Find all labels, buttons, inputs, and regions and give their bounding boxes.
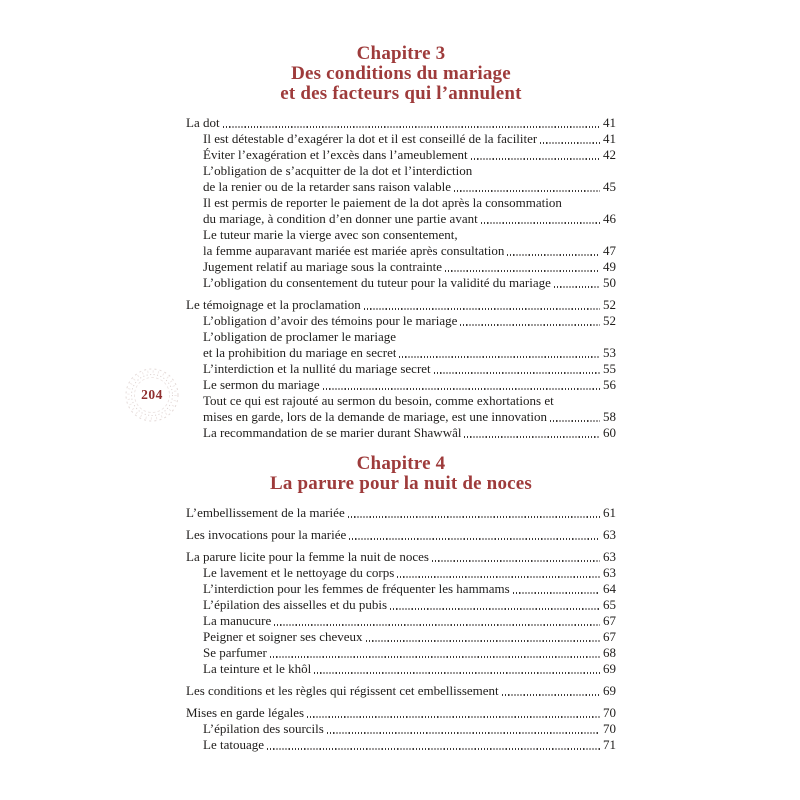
entry-page-number: 50 <box>603 275 616 290</box>
toc-entry <box>186 683 616 699</box>
dot-leader <box>460 324 600 325</box>
entry-page-number: 41 <box>603 131 616 146</box>
toc-entry-line <box>186 259 616 275</box>
toc-entry <box>186 629 616 645</box>
toc-entry-line <box>186 377 616 393</box>
dot-leader <box>270 656 600 657</box>
entry-page-number: 63 <box>603 549 616 564</box>
toc-entry <box>186 613 616 629</box>
entry-page-number: 69 <box>603 661 616 676</box>
toc-entry-line <box>186 721 616 737</box>
dot-leader <box>314 672 600 673</box>
entry-label: Le tatouage <box>203 737 264 752</box>
toc-entry <box>186 329 616 361</box>
toc-entry <box>186 581 616 597</box>
entry-label: de la renier ou de la retarder sans raison valable <box>203 179 451 194</box>
entry-page-number: 58 <box>603 409 616 424</box>
chapter-title <box>186 64 616 104</box>
entry-page-number: 45 <box>603 179 616 194</box>
toc-entry <box>186 597 616 613</box>
entry-label: Mises en garde légales <box>186 705 305 720</box>
toc-entry-line <box>186 425 616 441</box>
toc-entry-line <box>186 565 616 581</box>
entry-page-number: 55 <box>603 361 616 376</box>
entry-label: L’interdiction et la nullité du mariage secret <box>203 361 431 376</box>
toc-entry-line <box>186 361 616 377</box>
entry-label: La teinture et le khôl <box>203 661 312 676</box>
toc-entry-line <box>186 131 616 147</box>
entry-page-number: 70 <box>603 721 616 736</box>
toc-entry-line <box>186 195 616 211</box>
dot-leader <box>540 142 600 143</box>
entry-page-number: 63 <box>603 527 616 542</box>
toc-entry-line <box>186 329 616 345</box>
chapter-3-section <box>186 44 616 441</box>
toc-entry <box>186 737 616 753</box>
entry-label: L’obligation de s’acquitter de la dot et l’interdiction <box>203 163 473 178</box>
entry-label: L’interdiction pour les femmes de fréquenter les hammams <box>203 581 510 596</box>
entry-label: L’obligation du consentement du tuteur pour la validité du mariage <box>203 275 551 290</box>
entry-page-number: 70 <box>603 705 616 720</box>
dot-leader <box>223 126 600 127</box>
toc-entry-line <box>186 115 616 131</box>
dot-leader <box>550 420 600 421</box>
entry-label: Peigner et soigner ses cheveux <box>203 629 363 644</box>
toc-entry-line <box>186 645 616 661</box>
chapter-4-section <box>186 454 616 753</box>
entry-label: Les conditions et les règles qui régissent cet embellissement <box>186 683 499 698</box>
toc-entry-line <box>186 227 616 243</box>
toc-entry-line <box>186 597 616 613</box>
entry-page-number: 69 <box>603 683 616 698</box>
entry-label: La manucure <box>203 613 272 628</box>
toc-entry-line <box>186 313 616 329</box>
entry-label: L’embellissement de la mariée <box>186 505 345 520</box>
toc-entry <box>186 313 616 329</box>
dot-leader <box>390 608 600 609</box>
chapter-heading <box>186 454 616 494</box>
dot-leader <box>554 286 600 287</box>
entry-page-number: 60 <box>603 425 616 440</box>
entry-label: La dot <box>186 115 220 130</box>
toc-entry-line <box>186 661 616 677</box>
toc-entry <box>186 721 616 737</box>
toc-entry <box>186 705 616 721</box>
entry-label: Les invocations pour la mariée <box>186 527 347 542</box>
entry-label: Le témoignage et la proclamation <box>186 297 361 312</box>
entry-page-number: 67 <box>603 629 616 644</box>
toc-entry-line <box>186 409 616 425</box>
entry-page-number: 52 <box>603 313 616 328</box>
entry-label: mises en garde, lors de la demande de mariage, est une innovation <box>203 409 548 424</box>
toc-entry <box>186 195 616 227</box>
toc-entry-line <box>186 179 616 195</box>
dot-leader <box>397 576 600 577</box>
chapter-title <box>186 474 616 494</box>
entry-label: Jugement relatif au mariage sous la contrainte <box>203 259 442 274</box>
toc-entry-line <box>186 505 616 521</box>
table-of-contents <box>186 44 616 753</box>
toc-entry-line <box>186 737 616 753</box>
entry-label: Tout ce qui est rajouté au sermon du besoin, comme exhortations et <box>203 393 554 408</box>
entry-label: Il est détestable d’exagérer la dot et il est conseillé de la faciliter <box>203 131 538 146</box>
toc-entry-line <box>186 297 616 313</box>
toc-entry-line <box>186 629 616 645</box>
toc-entry-line <box>186 393 616 409</box>
toc-entry <box>186 163 616 195</box>
chapter-label: Chapitre 4 <box>356 453 446 474</box>
entry-label: La recommandation de se marier durant Shawwâl <box>203 425 462 440</box>
entry-page-number: 46 <box>603 211 616 226</box>
chapter-title-line: Des conditions du mariage <box>291 63 511 84</box>
dot-leader <box>471 158 600 159</box>
entry-label: Le sermon du mariage <box>203 377 320 392</box>
chapter-title-line: et des facteurs qui l’annulent <box>280 83 522 104</box>
toc-entry <box>186 259 616 275</box>
entry-page-number: 65 <box>603 597 616 612</box>
entry-page-number: 42 <box>603 147 616 162</box>
dot-leader <box>364 308 600 309</box>
dot-leader <box>307 716 600 717</box>
entry-page-number: 71 <box>603 737 616 752</box>
toc-entry-line <box>186 527 616 543</box>
toc-entry <box>186 393 616 425</box>
dot-leader <box>323 388 600 389</box>
entry-label: Il est permis de reporter le paiement de la dot après la consommation <box>203 195 562 210</box>
toc-entry <box>186 297 616 313</box>
entry-page-number: 63 <box>603 565 616 580</box>
toc-entry-line <box>186 147 616 163</box>
toc-entry <box>186 425 616 441</box>
dot-leader <box>507 254 600 255</box>
entry-page-number: 56 <box>603 377 616 392</box>
entry-label: L’épilation des sourcils <box>203 721 324 736</box>
entry-label: du mariage, à condition d’en donner une partie avant <box>203 211 478 226</box>
toc-list <box>186 505 616 753</box>
chapter-heading <box>186 44 616 104</box>
toc-entry <box>186 131 616 147</box>
toc-entry <box>186 661 616 677</box>
chapter-label: Chapitre 3 <box>356 43 446 64</box>
entry-label: L’épilation des aisselles et du pubis <box>203 597 388 612</box>
dot-leader <box>481 222 600 223</box>
entry-page-number: 49 <box>603 259 616 274</box>
dot-leader <box>513 592 600 593</box>
dot-leader <box>434 372 600 373</box>
toc-entry <box>186 275 616 291</box>
toc-entry-line <box>186 163 616 179</box>
toc-entry <box>186 361 616 377</box>
entry-label: Le tuteur marie la vierge avec son consentement, <box>203 227 458 242</box>
toc-entry-line <box>186 345 616 361</box>
entry-label: Éviter l’exagération et l’excès dans l’ameublement <box>203 147 468 162</box>
dot-leader <box>267 748 600 749</box>
dot-leader <box>274 624 600 625</box>
dot-leader <box>349 538 600 539</box>
entry-label: L’obligation de proclamer le mariage <box>203 329 397 344</box>
toc-entry <box>186 505 616 521</box>
chapter-title-line: La parure pour la nuit de noces <box>269 473 533 494</box>
toc-entry <box>186 549 616 565</box>
toc-entry-line <box>186 683 616 699</box>
dot-leader <box>464 436 600 437</box>
toc-entry <box>186 115 616 131</box>
entry-label: La parure licite pour la femme la nuit de noces <box>186 549 429 564</box>
entry-page-number: 68 <box>603 645 616 660</box>
page-number-ornament <box>124 367 180 423</box>
entry-label: Se parfumer <box>203 645 267 660</box>
toc-entry-line <box>186 581 616 597</box>
toc-list <box>186 115 616 441</box>
dot-leader <box>445 270 600 271</box>
dot-leader <box>348 516 600 517</box>
dot-leader <box>327 732 600 733</box>
dot-leader <box>366 640 600 641</box>
dot-leader <box>399 356 600 357</box>
entry-page-number: 67 <box>603 613 616 628</box>
entry-label: L’obligation d’avoir des témoins pour le mariage <box>203 313 458 328</box>
dot-leader <box>502 694 600 695</box>
toc-entry-line <box>186 275 616 291</box>
toc-entry-line <box>186 549 616 565</box>
toc-entry <box>186 147 616 163</box>
page-number: 204 <box>141 387 163 402</box>
entry-page-number: 41 <box>603 115 616 130</box>
toc-entry-line <box>186 705 616 721</box>
toc-entry <box>186 565 616 581</box>
entry-page-number: 52 <box>603 297 616 312</box>
toc-entry-line <box>186 243 616 259</box>
entry-label: et la prohibition du mariage en secret <box>203 345 397 360</box>
entry-page-number: 53 <box>603 345 616 360</box>
entry-page-number: 47 <box>603 243 616 258</box>
entry-page-number: 61 <box>603 505 616 520</box>
entry-label: Le lavement et le nettoyage du corps <box>203 565 395 580</box>
entry-label: la femme auparavant mariée est mariée après consultation <box>203 243 505 258</box>
entry-page-number: 64 <box>603 581 616 596</box>
dot-leader <box>432 560 600 561</box>
toc-entry <box>186 227 616 259</box>
toc-entry-line <box>186 211 616 227</box>
toc-entry-line <box>186 613 616 629</box>
toc-entry <box>186 377 616 393</box>
toc-entry <box>186 645 616 661</box>
dot-leader <box>454 190 600 191</box>
toc-entry <box>186 527 616 543</box>
